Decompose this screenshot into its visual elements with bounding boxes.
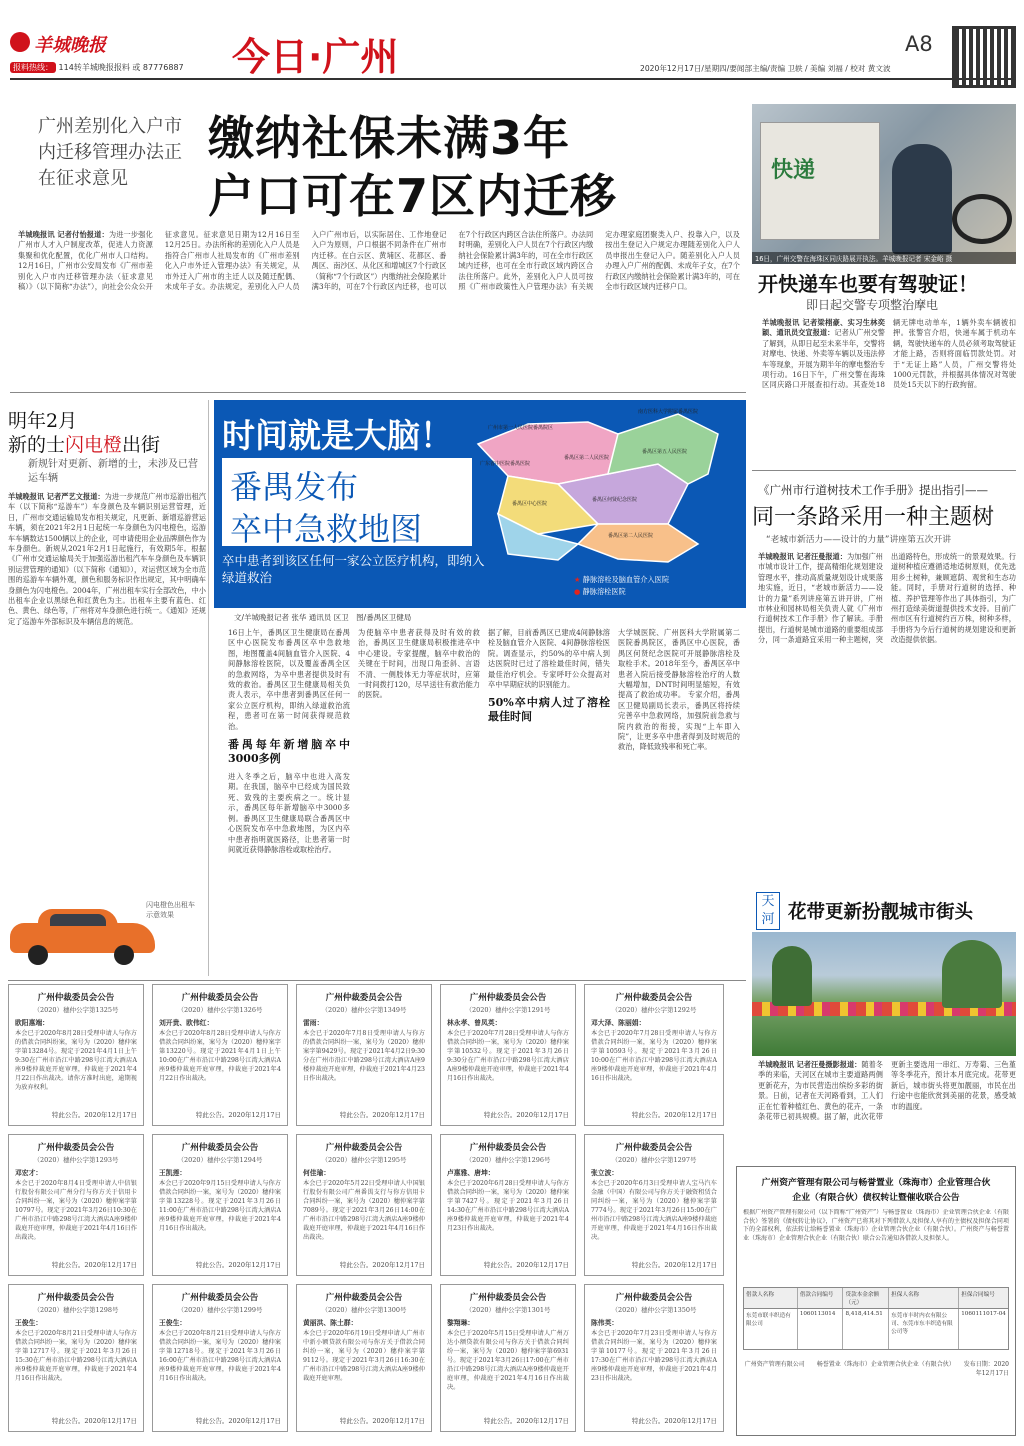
arbitration-notice: 广州仲裁委员会公告 （2020）穗仲公字第1300号 黄丽洪、陈土群： 本会已于2020年6月19日受理申请人广州市中新小额贷款有限公司与你方关于借款合同纠纷一案，案号为（2020）穗仲案字第9112号。现定于2021年3月26日16:30在广州市沿江中路298号江湾大酒店A座9楼仲裁庭开庭审理。 特此公告。2020年12月17日	[296, 1284, 432, 1432]
flowers-tag: 天河	[756, 892, 780, 930]
map-headline-box	[222, 458, 472, 546]
officer-figure	[892, 144, 952, 254]
map-hospital-label: 广东省中医院番禺医院	[480, 461, 531, 467]
taxi-headline-2: 新的士闪电橙出街	[8, 434, 161, 456]
map-subhead-2: 50%卒中病人过了溶栓最佳时间	[488, 696, 610, 724]
truck-graphic: 快递	[760, 122, 880, 240]
road-headline-2: 同一条路采用一种主题树	[752, 505, 995, 530]
map-body-col-2: 为使脑卒中患者获得及时有效的救治，番禺区卫生健康局积极推进卒中中心建设。专家提醒，脑卒中救治的关键在于时间，出现口角歪斜、言语不清、一侧肢体无力等症状时，应第一时间拨打120，尽早送往有救治能力的医院。	[358, 628, 480, 700]
map-byline: 文/羊城晚报记者 张华 通讯员 区卫 图/番禺区卫健局	[234, 613, 412, 622]
map-subhead: 卒中患者到该区任何一家公立医疗机构，即纳入绿道救治	[222, 553, 485, 585]
lead-body: 羊城晚报讯 记者付怡报道：为进一步强化广州市人才入户制度改革，促进人力资源集聚和优化配置，优化广州市人口结构。12月16日，广州市公安局发布《广州市差别化入户市内迁移管理办法（征求意见稿）》（以下简称“办法”），向社会公众公开征求意见。征求意见日期为12月16日至12月25日。办法所称的差别化入户人员是指符合广州市人社局发布的《广州市差别化入户市外迁入管理办法》有关规定，从市外迁入广州市的主迁人以及随迁配偶、未成年子女。办法规定，差别化入户人员入户广州市后，以实际居住、工作地登记入户为原则，户口根据不同条件在广州市内迁移。在白云区、黄埔区、花都区、番禺区、南沙区、从化区和增城区7个行政区（简称“7个行政区”）内缴纳社会保险累计满3年的，可在7个行政区内迁移，也可以在7个行政区内跨区合法住所落户。办法同时明确，差别化入户人员在7个行政区内缴纳社会保险累计满3年的，可在全市行政区域内迁移，也可在全市行政区域内跨区合法住所落户。此外，差别化入户人员可按照《广州市政策性入户管理办法》有关规定办理家庭团聚类入户、投靠入户，以及按出生登记入户规定办理随差别化入户人员申报出生登记入户。随差别化入户人员办理入户广州的配偶、未成年子女，在7个行政区内缴纳社会保险累计满3年的，可在全市行政区域内迁移户口。	[18, 230, 740, 292]
traffic-subhead: 即日起交警专项整治摩电	[806, 298, 939, 312]
map-hospital-label: 番禺区中心医院	[512, 501, 548, 507]
flowers-headline: 花带更新扮靓城市街头	[788, 902, 974, 923]
map-hospital-label: 广州市第一人民医院番禺院区	[488, 425, 554, 431]
arbitration-notice: 广州仲裁委员会公告 （2020）穗仲公字第1292号 邓大泽、陈丽娟： 本会已于2020年7月28日受理申请人与你方借款合同纠纷一案，案号为（2020）穗仲案字第10593号。现定于2021年3月26日10:00在广州市沿江中路298号江湾大酒店A座9楼仲裁庭开庭审理，仲裁庭于2021年4月16日作出裁决。 特此公告。2020年12月17日	[584, 984, 724, 1126]
traffic-body: 羊城晚报讯 记者梁栩豪、实习生林奕颖、通讯员交宣报道：记者从广州交警了解到，从即日起至未来半年，交警将对摩电、快递、外卖等车辆以及违法停车等现象，开展为期半年的摩电整治专项行动。16日下午，广州交警在海珠区同庆路口开展查扣行动。其查处18辆无牌电动单车，1辆外卖车辆被扣押。张警官介绍，快递车属于机动车辆，驾驶快递车的人员必须考取驾驶证才能上路，否则将面临罚款处罚。对于“无证上路”人员，广州交警将处1000元罚款，并根据具体情况对驾驶员处15天以下的行政拘留。	[762, 318, 1016, 390]
table-header-cell: 担保人名称	[889, 1288, 959, 1308]
arbitration-notice: 广州仲裁委员会公告 （2020）穗仲公字第1291号 林永孝、曾凤英： 本会已于2020年7月28日受理申请人与你方借款合同纠纷一案，案号为（2020）穗仲案字第10532号。现定于2021年3月26日9:30分在广州市沿江中路298号江湾大酒店A座9楼仲裁庭开庭审理，仲裁庭于2021年4月16日作出裁决。 特此公告。2020年12月17日	[440, 984, 576, 1126]
star-icon: ★	[574, 575, 581, 584]
divider	[8, 980, 746, 981]
asset-notice-title-2: 企业（有限合伙）债权转让暨催收联合公告	[792, 1193, 960, 1203]
table-row	[744, 1309, 1008, 1349]
map-graphic-panel	[214, 400, 746, 608]
page-number: A8	[905, 32, 933, 56]
taxi-headline-1: 明年2月	[8, 410, 78, 430]
map-legend	[574, 574, 744, 602]
table-header-row	[744, 1288, 1008, 1309]
photo-top-caption: 16日，广州交警在海珠区同庆路展开执法。羊城晚报记者 宋金峪 摄	[752, 252, 1016, 264]
map-region-south	[578, 524, 698, 562]
lead-headline-1: 缴纳社保未满3年	[208, 111, 571, 160]
asset-notice-table	[743, 1287, 1009, 1350]
table-header-cell: 贷款本金余额（元）	[843, 1288, 889, 1308]
dot-icon: ●	[574, 587, 581, 596]
map-headline-2: 番禺发布	[230, 468, 359, 506]
date-line: 2020年12月17日/星期四/要闻部主编/责编 卫轶 / 美编 刘福 / 校对 黄文波	[640, 64, 891, 73]
flowers-photo	[752, 932, 1016, 1056]
table-cell: 东莞市丰时内衣有限公司、东莞市东丰织造有限公司等	[889, 1309, 959, 1349]
divider	[10, 392, 746, 393]
arbitration-notice: 广州仲裁委员会公告 （2020）穗仲公字第1296号 卢惠雅、唐坤： 本会已于2020年6月28日受理申请人与你方借款合同纠纷一案，案号为（2020）穗仲案字第7427号。现定于2021年3月26日14:30在广州市沿江中路298号江湾大酒店A座9楼仲裁庭开庭审理，仲裁庭于2021年4月23日作出裁决。 特此公告。2020年12月17日	[440, 1134, 576, 1276]
flowers-body: 羊城晚报讯 记者汪曼摄影报道：随着冬季的来临，天河区在城市主要道路两侧更新花卉，为市民营造出缤纷多彩的街景。日前，记者在天河路看到，工人们正在忙着种植红色、黄色的花卉，一条条花带已初具规模。据了解，此次花带更新主要选用一串红、万寿菊、三色堇等冬季花卉，预计本月底完成。花带更新后，城市街头将更加靓丽，市民在出行途中也能欣赏到美丽的花景，感受城市的温度。	[758, 1060, 1016, 1122]
masthead	[0, 0, 1024, 96]
table-cell: 1060113014	[798, 1309, 844, 1349]
lead-kicker: 广州差别化入户市内迁移管理办法正在征求意见	[38, 116, 182, 189]
bike-figure	[952, 194, 1012, 244]
stroke-map-feature	[214, 400, 746, 980]
map-hospital-label: 番禺区第二人民医院	[608, 533, 654, 539]
road-headline-1: 《广州市行道树技术工作手册》提出指引——	[758, 483, 988, 497]
map-hospital-label: 番禺区第二人民医院	[564, 455, 610, 461]
taxi-story	[8, 400, 206, 980]
map-headline-3: 卒中急救地图	[230, 510, 423, 546]
table-cell: 1060111017-04	[961, 1311, 1006, 1317]
legend-item: ★ 静脉溶栓及脑血管介入医院	[574, 575, 670, 584]
map-body-col-1: 16日上午，番禺区卫生健康局在番禺区中心医院发布番禺区卒中急救地图，地图覆盖4间脑血管介入医院、4间静脉溶栓医院，以及覆盖番禺全区的急救网络，为卒中患者提供及时有效的救治。番禺区卫生健康局相关负责人表示，卒中患者到番禺区任何一家公立医疗机构，即纳入绿道救治流程，患者可在第一时间获得规范救治。 番禺每年新增脑卒中3000多例 进入冬季之后，脑卒中也进入高发期。在我国，脑卒中已经成为国民致死、致残的主要疾病之一。统计显示，番禺区每年新增脑卒中3000多例。番禺区卫生健康局联合番禺区中心医院发布卒中急救地图，为区内卒中患者指明就医路径，让患者第一时间就近获得静脉溶栓或取栓治疗。	[228, 628, 350, 854]
lead-story	[10, 96, 745, 386]
hotline-label: 报料热线：	[10, 62, 56, 73]
asset-transfer-notice	[736, 1166, 1016, 1436]
divider	[752, 470, 1016, 471]
table-header-cell: 担保合同编号	[961, 1292, 995, 1298]
divider	[208, 400, 209, 976]
arbitration-notice: 广州仲裁委员会公告 （2020）穗仲公字第1295号 何佳瑜： 本会已于2020年5月22日受理申请人中国银行股份有限公司广州番禺支行与你方信用卡合同纠纷一案，案号为（2020）穗仲案字第7089号。现定于2021年3月26日14:00在广州市沿江中路298号江湾大酒店A座9楼仲裁庭开庭审理，仲裁庭于2021年4月16日作出裁决。 特此公告。2020年12月17日	[296, 1134, 432, 1276]
map-region-north	[478, 422, 618, 484]
section-title: 今日·广州	[232, 35, 399, 76]
map-headline-1: 时间就是大脑！	[222, 416, 453, 454]
road-subhead: “老城市新活力——设计的力量”讲座第五次开讲	[766, 535, 952, 545]
arbitration-notice: 广州仲裁委员会公告 （2020）穗仲公字第1299号 王俊生： 本会已于2020年8月21日受理申请人与你方借款合同纠纷一案，案号为（2020）穗仲案字第12718号。现定于2021年3月26日16:00在广州市沿江中路298号江湾大酒店A座9楼仲裁庭开庭审理，仲裁庭于2021年4月16日作出裁决。 特此公告。2020年12月17日	[152, 1284, 288, 1432]
map-body-col-4: 大学城医院、广州医科大学附属第二医院番禺院区，番禺区中心医院，番禺区何贤纪念医院可开展静脉溶栓及取栓手术。2018年至今，番禺区卒中患者入院后接受静脉溶栓治疗的人数大幅增加，DNT时间明显缩短，有效提高了救治成功率。 专家介绍，番禺区卫健局副局长表示，番禺区将持续完善卒中急救网络，加强院前急救与院内救治的衔接，实现“上车即入院”，让更多卒中患者得到及时规范的救治，降低致残率和死亡率。	[618, 628, 740, 752]
hotline	[10, 62, 225, 74]
hotline-number: 114转羊城晚报报料 或 87776887	[58, 63, 184, 72]
table-header-cell: 借款合同编号	[798, 1288, 844, 1308]
arbitration-notice: 广州仲裁委员会公告 （2020）穗仲公字第1349号 雷雨： 本会已于2020年7月8日受理申请人与你方的借款合同纠纷一案，案号为（2020）穗仲案字第9429号。现定于2021年4月2日9:30分在广州市沿江中路298号江湾大酒店A座9楼仲裁庭开庭审理，仲裁庭于2021年4月23日作出裁决。 特此公告。2020年12月17日	[296, 984, 432, 1126]
asset-notice-footer: 广州资产管理有限公司 畅誉置业（珠海市）企业管理合伙企业（有限合伙） 发布日期：2020年12月17日	[744, 1361, 1009, 1377]
logo-icon	[10, 32, 30, 52]
district-map	[468, 404, 744, 568]
map-hospital-label: 番禺区何贤纪念医院	[592, 497, 638, 503]
asset-notice-title-1: 广州资产管理有限公司与畅誉置业（珠海市）企业管理合伙	[761, 1178, 991, 1188]
table-cell: 8,418,414.51	[843, 1309, 889, 1349]
arbitration-notice: 广州仲裁委员会公告 （2020）穗仲公字第1301号 黎翔琳： 本会已于2020年5月15日受理申请人广州万达小额贷款有限公司与你方关于借款合同纠纷一案，案号为（2020）穗仲案字第6931号。现定于2021年3月26日17:00在广州市沿江中路298号江湾大酒店A座9楼仲裁庭开庭审理，仲裁庭于2021年4月16日作出裁决。 特此公告。2020年12月17日	[440, 1284, 576, 1432]
taxi-body: 羊城晚报讯 记者严艺文报道：为进一步规范广州市巡游出租汽车（以下简称“巡游车”）车身颜色及车辆识别运营管理，近日，广州市交通运输局发布相关规定，凡更新、新增巡游营运车辆，须在2021年2月1日起统一车身颜色为闪电橙色，巡游车车辆数达1500辆以上的企业，可申请使用企业品牌颜色作为车身颜色。新规从2021年2月1日起施行，有效期5年。根据《广州市交通运输局关于加强巡游出租汽车车身颜色及车辆识别运营管理的通知》（以下简称《通知》），对运营区域为全市范围的巡游车车辆外观，颜色和服务标识作出规定，其中明确车身颜色为闪电橙色。2004年，广州出租车实行全部改色，中小出租车企业以黑绿色和红黄色为主。出租车主要有蓝色、红色、黄色、绿色等，广州将对车身颜色进行统一。《通知》还规定了巡游车外部标识及车辆信息的规范。	[8, 492, 206, 626]
traffic-headline: 开快递车也要有驾驶证！	[758, 272, 978, 296]
taxi-subhead: 新规针对更新、新增的士，未涉及已营运车辆	[28, 459, 198, 484]
arbitration-notice: 广州仲裁委员会公告 （2020）穗仲公字第1325号 欧阳惠端： 本会已于2020年8月28日受理申请人与你方的借款合同纠纷案，案号为（2020）穗仲案字第13284号。现定于2021年4月1日上午9:30在广州市沿江中路298号江湾大酒店A座9楼仲裁庭开庭审理，仲裁庭于2021年4月22日作出裁决。请你方准时出庭，逾期视为放弃权利。 特此公告。2020年12月17日	[8, 984, 144, 1126]
asset-notice-body: 根据广州资产管理有限公司（以下简称“广州资产”）与畅誉置业（珠海市）企业管理合伙企业（有限合伙）签署的《债权转让协议》，广州资产已将其对下列借款人及担保人享有的主债权及担保合同项下的全部权利，依法转让给畅誉置业（珠海市）企业管理合伙企业（有限合伙）。广州资产与畅誉置业（珠海市）企业管理合伙企业（有限合伙）联合公告通知各借款人及担保人。	[743, 1209, 1009, 1242]
arbitration-notice: 广州仲裁委员会公告 （2020）穗仲公字第1294号 王凯莲： 本会已于2020年9月15日受理申请人与你方借款合同纠纷一案，案号为（2020）穗仲案字第13228号。现定于2021年3月26日11:00在广州市沿江中路298号江湾大酒店A座9楼仲裁庭开庭审理，仲裁庭于2021年4月16日作出裁决。 特此公告。2020年12月17日	[152, 1134, 288, 1276]
legend-item: ● 静脉溶栓医院	[574, 587, 626, 596]
photo-traffic-police	[752, 104, 1016, 264]
traffic-story	[752, 268, 1016, 390]
table-cell: 东莞市联丰织造有限公司	[744, 1309, 798, 1349]
flowers-story	[752, 890, 1016, 1150]
arbitration-notice: 广州仲裁委员会公告 （2020）穗仲公字第1350号 陈伟英： 本会已于2020年7月23日受理申请人与你方借款合同纠纷一案，案号为（2020）穗仲案字第10177号。现定于2021年3月26日17:30在广州市沿江中路298号江湾大酒店A座9楼仲裁庭开庭审理，仲裁庭于2021年4月23日作出裁决。 特此公告。2020年12月17日	[584, 1284, 724, 1432]
road-body: 羊城晚报讯 记者汪曼报道：为加强广州市城市设计工作，提高精细化规划建设管理水平，推动高质量规划设计成果落地实施，近日，“老城市新活力——设计的力量”系列讲座第五讲开讲，广州市林业和园林局相关负责人就《广州市行道树技术工作手册》作了解读。手册提出，行道树是城市道路的重要组成部分，同一条道路宜采用一种主题树，突出道路特色，形成统一的景观效果。行道树种植应遵循适地适树原则，优先选用乡土树种，兼顾遮荫、观赏和生态功能。同时，手册对行道树的选择、种植、养护管理等作出了具体指引，为广州打造绿美街道提供技术支持。目前广州市区有行道树约百万株，树种多样，手册将为今后行道树的规划建设和更新改造提供依据。	[758, 552, 1016, 645]
masthead-rule	[10, 78, 1014, 80]
map-hospital-label: 南方医科大学附属番禺医院	[638, 409, 699, 415]
map-body-col-3: 据了解，目前番禺区已建成4间静脉溶栓及脑血管介入医院、4间静脉溶栓医院。调查显示，约50%的卒中病人到达医院时已过了溶栓最佳时间，错失最佳治疗机会。专家呼吁公众提高对卒中早期症状的识别能力。 50%卒中病人过了溶栓最佳时间	[488, 628, 610, 724]
map-hospital-label: 番禺区第五人民医院	[642, 449, 688, 455]
arbitration-notice: 广州仲裁委员会公告 （2020）穗仲公字第1298号 王俊生： 本会已于2020年8月21日受理申请人与你方借款合同纠纷一案，案号为（2020）穗仲案字第12717号。现定于2021年3月26日15:30在广州市沿江中路298号江湾大酒店A座9楼仲裁庭开庭审理，仲裁庭于2021年4月16日作出裁决。 特此公告。2020年12月17日	[8, 1284, 144, 1432]
notices-grid	[8, 984, 726, 1436]
taxi-car-graphic	[10, 905, 155, 967]
lead-headline-2: 户口可在7区内迁移	[208, 169, 618, 220]
taxi-photo-caption: 闪电橙色出租车 示意效果	[146, 901, 195, 919]
arbitration-notice: 广州仲裁委员会公告 （2020）穗仲公字第1326号 刘开贵、欧伟红： 本会已于2020年8月28日受理申请人与你方借款合同纠纷案，案号为（2020）穗仲案字第13220号。现定于2021年4月1日上午10:00在广州市沿江中路298号江湾大酒店A座9楼仲裁庭开庭审理，仲裁庭于2021年4月22日作出裁决。 特此公告。2020年12月17日	[152, 984, 288, 1126]
street-tree-story	[752, 478, 1016, 888]
table-header-cell: 借款人名称	[744, 1288, 798, 1308]
newspaper-logo: 羊城晚报	[10, 30, 120, 56]
arbitration-notice: 广州仲裁委员会公告 （2020）穗仲公字第1297号 张立波： 本会已于2020年6月3日受理申请人宝马汽车金融（中国）有限公司与你方关于融资租赁合同纠纷一案，案号为（2020）穗仲案字第7774号。现定于2021年3月26日15:00在广州市沿江中路298号江湾大酒店A座9楼仲裁庭开庭审理，仲裁庭于2021年4月16日作出裁决。 特此公告。2020年12月17日	[584, 1134, 724, 1276]
arbitration-notice: 广州仲裁委员会公告 （2020）穗仲公字第1293号 邓宏才： 本会已于2020年8月4日受理申请人中信银行股份有限公司广州分行与你方关于信用卡合同纠纷一案，案号为（2020）穗仲案字第10797号。现定于2021年3月26日10:30在广州市沿江中路298号江湾大酒店A座9楼仲裁庭开庭审理，仲裁庭于2021年4月16日作出裁决。 特此公告。2020年12月17日	[8, 1134, 144, 1276]
map-subhead-1: 番禺每年新增脑卒中3000多例	[228, 738, 350, 766]
